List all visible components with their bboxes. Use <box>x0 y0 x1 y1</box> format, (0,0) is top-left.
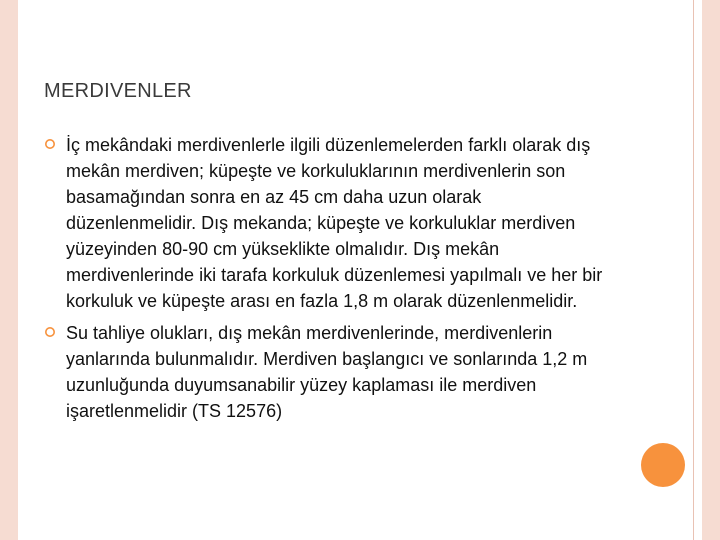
accent-circle-decoration <box>641 443 685 487</box>
slide-frame-line <box>693 0 694 540</box>
bullet-text: Su tahliye olukları, dış mekân merdivenlerinde, merdivenlerin yanlarında bulunmalıdır. Merdiven başlangıcı ve sonlarında 1,2 m uzunluğunda duyumsanabilir yüzey kaplaması ile merdiven işaretlenmelidir (TS 12576) <box>66 323 588 421</box>
bullet-text: İç mekândaki merdivenlerle ilgili düzenlemelerden farklı olarak dış mekân merdiven; küpeşte ve korkuluklarının merdivenlerin son basamağından sonra en az 45 cm daha uzun olarak düzenlenmelidir. Dış mekanda; küpeşte ve korkuluklar merdiven yüzeyinden 80-90 cm yükseklikte olmalıdır. Dış mekân merdivenlerinde iki tarafa korkuluk düzenlemesi yapılmalı ve her bir korkuluk ve küpeşte arası en fazla 1,8 m olarak düzenlenmelidir. <box>66 135 603 311</box>
bullet-item <box>44 132 604 314</box>
bullet-list <box>44 132 604 430</box>
slide-frame-left <box>0 0 18 540</box>
circle-outline-icon <box>44 135 56 153</box>
slide-title: MERDIVENLER <box>44 80 192 102</box>
circle-outline-icon <box>44 323 56 341</box>
slide-frame-right <box>702 0 720 540</box>
bullet-item <box>44 320 604 424</box>
